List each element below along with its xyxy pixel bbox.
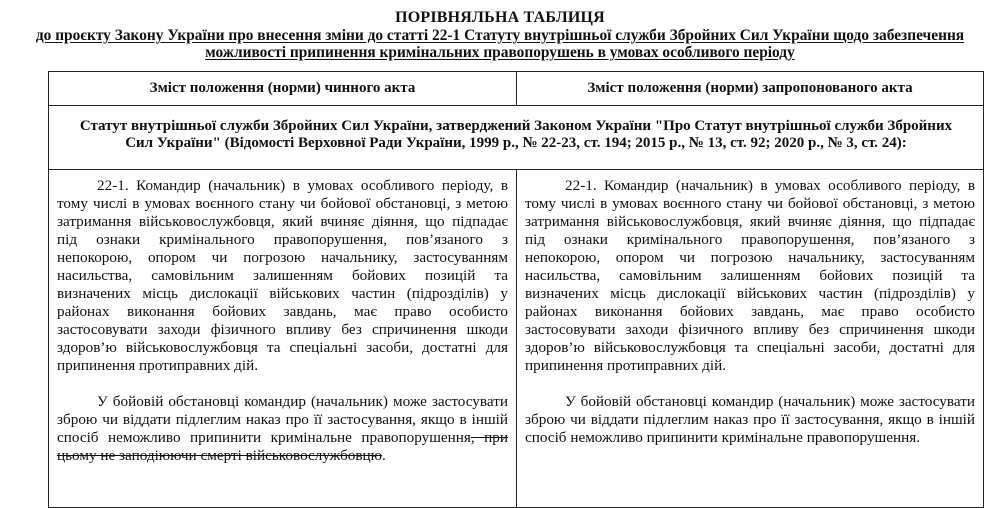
current-paragraph-2-text: У бойовій обстановці командир (начальник) може застосувати зброю чи віддати підлеглим наказ про її застосування, якщо в іншій спосіб неможливо припинити кримінальне правопорушення xyxy=(57,393,508,446)
current-paragraph-2-end: . xyxy=(382,447,386,464)
statute-reference: Статут внутрішньої служби Збройних Сил України, затверджений Законом України "Про Статут внутрішньої служби Збройних Сил України" (Відомості Верховної Ради України, 1999 р., № 22-23, ст. 194; 2015 р., № 13, ст. 92; 2020 р., № 3, ст. 24): xyxy=(49,106,984,170)
proposed-paragraph-1: 22-1. Командир (начальник) в умовах особливого періоду, в тому числі в умовах воєнного стану чи бойової обстановці, з метою затримання військовослужбовця, який вчиняє діяння, що підпадає під ознаки кримінального правопорушення, пов’язаного з непокорою, опором чи погрозою начальнику, застосуванням насильства, самовільним залишенням бойових позицій та визначених місць дислокації військових частин (підрозділів) у районах виконання бойових завдань, має право особисто застосовувати заходи фізичного впливу без спричинення шкоди здоров’ю військовослужбовця та спеціальні засоби, достатні для припинення протиправних дій. xyxy=(525,177,975,374)
document-subtitle-line-1: до проєкту Закону України про внесення зміни до статті 22-1 Статуту внутрішньої служби Збройних Сил України щодо забезпечення xyxy=(35,27,965,44)
column-header-current: Зміст положення (норми) чинного акта xyxy=(49,72,517,106)
content-row xyxy=(49,170,984,508)
document-subtitle xyxy=(0,27,1000,61)
comparison-table xyxy=(48,71,984,508)
current-text-cell xyxy=(49,170,517,508)
current-paragraph-2 xyxy=(57,393,508,465)
document-title: ПОРІВНЯЛЬНА ТАБЛИЦЯ xyxy=(395,9,605,26)
statute-row xyxy=(49,106,984,170)
column-header-row xyxy=(49,72,984,106)
struck-out-text: , при цьому не заподіюючи смерті військовослужбовцю xyxy=(57,429,508,464)
proposed-paragraph-2: У бойовій обстановці командир (начальник) може застосувати зброю чи віддати підлеглим наказ про її застосування, якщо в іншій спосіб неможливо припинити кримінальне правопорушення. xyxy=(525,393,975,446)
column-header-proposed: Зміст положення (норми) запропонованого акта xyxy=(517,72,984,106)
proposed-text-cell xyxy=(517,170,984,508)
document-subtitle-line-2: можливості припинення кримінальних правопорушень в умовах особливого періоду xyxy=(205,44,795,61)
document-header xyxy=(0,8,1000,61)
current-paragraph-1: 22-1. Командир (начальник) в умовах особливого періоду, в тому числі в умовах воєнного стану чи бойової обстановці, з метою затримання військовослужбовця, який вчиняє діяння, що підпадає під ознаки кримінального правопорушення, пов’язаного з непокорою, опором чи погрозою начальнику, застосуванням насильства, самовільним залишенням бойових позицій та визначених місць дислокації військових частин (підрозділів) у районах виконання бойових завдань, має право особисто застосовувати заходи фізичного впливу без спричинення шкоди здоров’ю військовослужбовця та спеціальні засоби, достатні для припинення протиправних дій. xyxy=(57,177,508,374)
